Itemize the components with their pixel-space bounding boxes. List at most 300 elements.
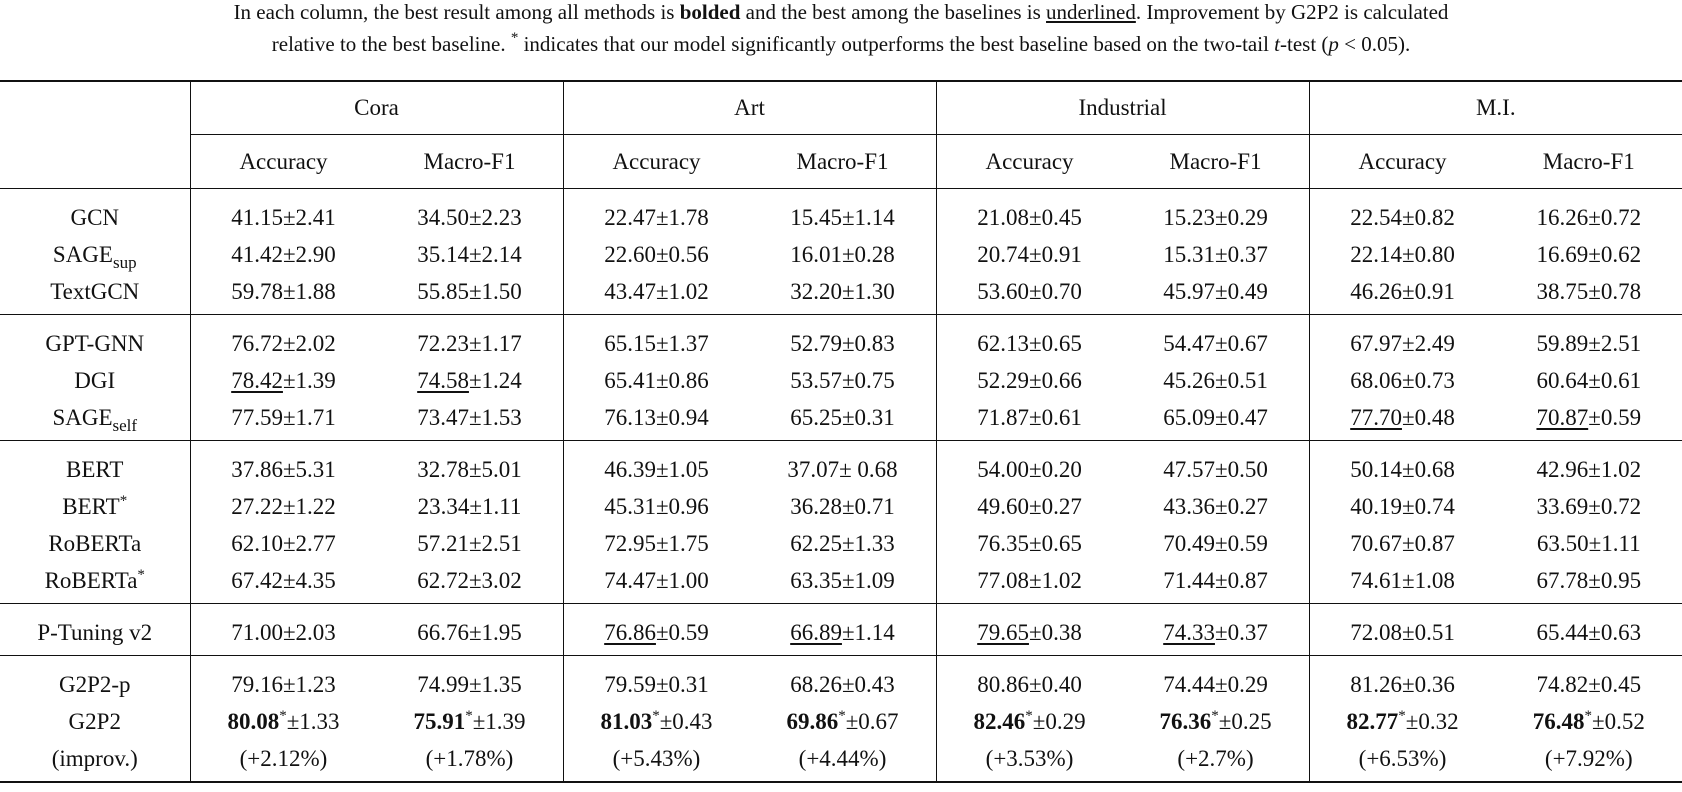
result-cell	[190, 740, 377, 782]
result-cell	[377, 189, 564, 237]
metric-header: Accuracy	[936, 135, 1123, 189]
result-value: 81.26	[1350, 671, 1402, 697]
result-value: 69.86	[786, 708, 839, 734]
result-value: (+7.92%)	[1544, 745, 1633, 771]
result-cell	[1496, 488, 1682, 525]
method-subscript: sup	[112, 252, 137, 272]
result-cell	[936, 189, 1123, 237]
std-dev: ±2.23	[468, 204, 522, 230]
result-value: 16.69	[1536, 241, 1589, 267]
result-cell	[1123, 189, 1310, 237]
std-dev: ±2.90	[282, 241, 336, 267]
std-dev: ±0.47	[1214, 404, 1268, 430]
std-dev: ±0.37	[1214, 619, 1268, 645]
result-cell	[377, 441, 564, 489]
result-value: 62.10	[231, 530, 283, 556]
result-cell	[750, 740, 937, 782]
result-value: 16.26	[1536, 204, 1589, 230]
result-cell	[563, 189, 750, 237]
result-cell	[936, 525, 1123, 562]
method-label: (improv.)	[51, 745, 138, 771]
result-cell	[377, 315, 564, 363]
result-cell	[377, 562, 564, 604]
result-cell	[936, 273, 1123, 315]
std-dev: ±0.40	[1028, 671, 1082, 697]
result-cell	[190, 525, 377, 562]
std-dev: ±0.87	[1214, 567, 1268, 593]
std-dev: ±2.51	[1588, 330, 1642, 356]
std-dev: ±0.66	[1028, 367, 1082, 393]
std-dev: ±2.41	[282, 204, 336, 230]
result-cell	[1496, 362, 1682, 399]
method-label: P-Tuning v2	[37, 619, 153, 645]
result-cell	[750, 189, 937, 237]
result-value: 45.31	[604, 493, 656, 519]
std-dev: ±1.14	[841, 619, 895, 645]
best-baseline-value	[977, 620, 1029, 645]
result-cell	[1123, 703, 1310, 740]
result-cell	[1123, 740, 1310, 782]
std-dev: ±0.71	[841, 493, 895, 519]
result-value: 22.54	[1350, 204, 1402, 230]
table-row	[0, 562, 1682, 604]
result-value: 63.35	[790, 567, 842, 593]
table-row	[0, 703, 1682, 740]
result-value: 50.14	[1350, 456, 1402, 482]
std-dev: ±1.30	[841, 278, 895, 304]
std-dev: ±1.17	[468, 330, 522, 356]
result-value: 38.75	[1536, 278, 1589, 304]
method-name	[0, 604, 190, 656]
result-cell	[750, 315, 937, 363]
result-value: 71.00	[231, 619, 283, 645]
best-baseline-value	[1536, 405, 1588, 430]
significance-star: *	[1584, 707, 1592, 724]
std-dev: ±0.32	[1405, 708, 1459, 734]
result-value: 60.64	[1536, 367, 1589, 393]
result-cell	[750, 399, 937, 441]
std-dev: ±0.67	[845, 708, 899, 734]
result-value: 74.82	[1536, 671, 1589, 697]
result-value: 15.23	[1163, 204, 1215, 230]
std-dev: ±1.00	[655, 567, 709, 593]
result-value: 68.26	[790, 671, 842, 697]
result-value: 22.60	[604, 241, 656, 267]
result-value: 53.60	[977, 278, 1029, 304]
std-dev: ±0.91	[1401, 278, 1455, 304]
result-value: 79.65	[977, 619, 1029, 645]
result-cell	[936, 740, 1123, 782]
std-dev: ±0.51	[1214, 367, 1268, 393]
std-dev: ±0.29	[1214, 204, 1268, 230]
method-label: RoBERTa	[48, 530, 142, 556]
result-cell	[750, 703, 937, 740]
result-value: 54.47	[1163, 330, 1215, 356]
std-dev: ±0.74	[1401, 493, 1455, 519]
std-dev: ±2.49	[1401, 330, 1455, 356]
result-cell	[1309, 740, 1496, 782]
result-cell	[1309, 562, 1496, 604]
result-cell	[190, 488, 377, 525]
method-name	[0, 273, 190, 315]
method-name	[0, 399, 190, 441]
result-value: 78.42	[231, 367, 283, 393]
result-cell	[563, 562, 750, 604]
result-cell	[563, 441, 750, 489]
result-cell	[377, 399, 564, 441]
result-cell	[750, 604, 937, 656]
result-cell	[1496, 525, 1682, 562]
result-value: 75.91	[413, 708, 466, 734]
std-dev: ±0.94	[655, 404, 709, 430]
std-dev: ±0.38	[1028, 619, 1082, 645]
table-row	[0, 189, 1682, 237]
result-value: 37.07	[787, 456, 840, 482]
result-value: 74.58	[417, 367, 469, 393]
result-cell	[563, 525, 750, 562]
result-cell	[1496, 189, 1682, 237]
dataset-header-art: Art	[563, 81, 936, 135]
result-cell	[1496, 562, 1682, 604]
method-name	[0, 236, 190, 273]
result-value: 70.87	[1536, 404, 1589, 430]
result-cell	[750, 656, 937, 704]
method-name	[0, 562, 190, 604]
result-value: 72.08	[1350, 619, 1402, 645]
result-value: 54.00	[977, 456, 1029, 482]
std-dev: ±0.27	[1028, 493, 1082, 519]
method-label: BERT	[62, 493, 120, 519]
result-value: 73.47	[417, 404, 469, 430]
caption-underlined-word: underlined	[1046, 0, 1136, 24]
best-value	[973, 709, 1025, 734]
std-dev: ±0.67	[1214, 330, 1268, 356]
std-dev: ±0.43	[841, 671, 895, 697]
std-dev: ±1.02	[1588, 456, 1642, 482]
result-value: 52.79	[790, 330, 842, 356]
result-value: 76.36	[1159, 708, 1212, 734]
result-value: 62.25	[790, 530, 842, 556]
table-row	[0, 525, 1682, 562]
std-dev: ±3.02	[468, 567, 522, 593]
result-cell	[1309, 441, 1496, 489]
std-dev: ±0.29	[1032, 708, 1086, 734]
table-row	[0, 236, 1682, 273]
result-cell	[190, 562, 377, 604]
method-name	[0, 362, 190, 399]
metric-header: Accuracy	[563, 135, 750, 189]
significance-star: *	[279, 707, 287, 724]
std-dev: ±1.08	[1401, 567, 1455, 593]
result-value: 43.36	[1163, 493, 1215, 519]
result-cell	[936, 399, 1123, 441]
result-cell	[1496, 236, 1682, 273]
result-cell	[750, 562, 937, 604]
std-dev: ±1.53	[468, 404, 522, 430]
result-cell	[1123, 604, 1310, 656]
result-cell	[1309, 488, 1496, 525]
std-dev: ±1.23	[282, 671, 336, 697]
metric-header: Macro-F1	[1542, 148, 1635, 174]
result-cell	[563, 236, 750, 273]
result-cell	[1309, 236, 1496, 273]
result-cell	[1123, 656, 1310, 704]
std-dev: ±1.95	[468, 619, 522, 645]
result-value: 82.46	[973, 708, 1026, 734]
std-dev: ±0.29	[1214, 671, 1268, 697]
result-cell	[377, 604, 564, 656]
result-cell	[563, 362, 750, 399]
result-cell	[377, 656, 564, 704]
std-dev: ±0.65	[1028, 530, 1082, 556]
result-value: 16.01	[790, 241, 842, 267]
result-cell	[190, 441, 377, 489]
method-label: G2P2-p	[58, 671, 131, 697]
result-value: (+4.44%)	[798, 745, 887, 771]
std-dev: ±0.37	[1214, 241, 1268, 267]
result-value: 41.42	[231, 241, 283, 267]
result-value: 27.22	[231, 493, 283, 519]
std-dev: ±0.63	[1588, 619, 1642, 645]
std-dev: ±0.72	[1588, 204, 1642, 230]
result-value: 71.44	[1163, 567, 1215, 593]
result-cell	[1123, 362, 1310, 399]
result-value: 55.85	[417, 278, 469, 304]
result-value: 66.76	[417, 619, 469, 645]
std-dev: ±0.50	[1214, 456, 1268, 482]
method-name	[0, 656, 190, 704]
std-dev: ±0.65	[1028, 330, 1082, 356]
table-row	[0, 399, 1682, 441]
result-value: (+5.43%)	[612, 745, 701, 771]
result-cell	[936, 562, 1123, 604]
method-name	[0, 740, 190, 782]
metric-header-row	[0, 135, 1682, 189]
significance-star: *	[1211, 707, 1219, 724]
best-value	[227, 709, 279, 734]
result-value: 77.08	[977, 567, 1029, 593]
result-cell	[377, 740, 564, 782]
std-dev: ±1.50	[468, 278, 522, 304]
result-cell	[1123, 315, 1310, 363]
std-dev: ±0.95	[1588, 567, 1642, 593]
result-value: 65.25	[790, 404, 842, 430]
result-value: 79.16	[231, 671, 283, 697]
std-dev: ±0.27	[1214, 493, 1268, 519]
method-name	[0, 441, 190, 489]
result-value: 67.42	[231, 567, 283, 593]
std-dev: ±0.73	[1401, 367, 1455, 393]
caption-significance-star: *	[510, 30, 519, 46]
result-value: 37.86	[231, 456, 283, 482]
result-cell	[1123, 488, 1310, 525]
result-cell	[936, 362, 1123, 399]
method-label: TextGCN	[50, 278, 140, 304]
result-value: 68.06	[1350, 367, 1402, 393]
result-value: 74.33	[1163, 619, 1215, 645]
result-cell	[563, 488, 750, 525]
result-cell	[1496, 604, 1682, 656]
method-label: SAGE	[52, 241, 113, 267]
std-dev: ±1.02	[1028, 567, 1082, 593]
std-dev: ±0.45	[1588, 671, 1642, 697]
table-row	[0, 740, 1682, 782]
result-value: 42.96	[1536, 456, 1589, 482]
result-cell	[190, 604, 377, 656]
metric-header: Macro-F1	[796, 148, 889, 174]
result-cell	[1496, 273, 1682, 315]
best-baseline-value	[604, 620, 656, 645]
method-superscript: *	[119, 492, 128, 509]
method-label: G2P2	[68, 708, 121, 734]
result-value: 53.57	[790, 367, 842, 393]
std-dev: ±0.31	[655, 671, 709, 697]
std-dev: ±1.33	[841, 530, 895, 556]
std-dev: ±1.05	[655, 456, 709, 482]
result-cell	[1309, 189, 1496, 237]
result-cell	[563, 656, 750, 704]
result-value: 15.45	[790, 204, 842, 230]
result-value: 22.47	[604, 204, 656, 230]
std-dev: ±0.68	[1401, 456, 1455, 482]
best-baseline-value	[231, 368, 283, 393]
result-value: 32.20	[790, 278, 842, 304]
std-dev: ±1.11	[1588, 530, 1641, 556]
result-value: 77.59	[231, 404, 283, 430]
std-dev: ±0.78	[1588, 278, 1642, 304]
result-cell	[377, 703, 564, 740]
std-dev: ±0.70	[1028, 278, 1082, 304]
result-value: 36.28	[790, 493, 842, 519]
result-cell	[1496, 399, 1682, 441]
result-cell	[1123, 525, 1310, 562]
significance-star: *	[1398, 707, 1406, 724]
result-value: 45.97	[1163, 278, 1215, 304]
significance-star: *	[1025, 707, 1033, 724]
result-value: (+2.12%)	[239, 745, 328, 771]
result-cell	[750, 441, 937, 489]
result-value: 80.08	[227, 708, 280, 734]
result-cell	[750, 273, 937, 315]
result-value: 33.69	[1536, 493, 1589, 519]
result-cell	[377, 362, 564, 399]
result-value: 49.60	[977, 493, 1029, 519]
result-value: 47.57	[1163, 456, 1215, 482]
table-row	[0, 315, 1682, 363]
std-dev: ±1.71	[282, 404, 336, 430]
result-cell	[190, 273, 377, 315]
std-dev: ±0.51	[1401, 619, 1455, 645]
std-dev: ±0.62	[1588, 241, 1642, 267]
std-dev: ±2.51	[468, 530, 522, 556]
std-dev: ±1.22	[282, 493, 336, 519]
method-label: GCN	[70, 204, 120, 230]
std-dev: ±0.45	[1028, 204, 1082, 230]
result-value: 74.47	[604, 567, 656, 593]
result-value: 76.48	[1532, 708, 1585, 734]
result-value: 65.15	[604, 330, 656, 356]
caption-bold-word: bolded	[679, 0, 741, 24]
std-dev: ±0.25	[1218, 708, 1272, 734]
method-name	[0, 488, 190, 525]
result-value: 65.09	[1163, 404, 1215, 430]
std-dev: ±0.75	[841, 367, 895, 393]
result-cell	[750, 525, 937, 562]
metric-header: Macro-F1	[1169, 148, 1262, 174]
result-cell	[1123, 236, 1310, 273]
result-cell	[190, 703, 377, 740]
std-dev: ±1.75	[655, 530, 709, 556]
table-row	[0, 604, 1682, 656]
result-value: (+1.78%)	[425, 745, 514, 771]
dataset-header-mi: M.I.	[1309, 81, 1682, 135]
std-dev: ±1.33	[286, 708, 340, 734]
result-cell	[1309, 362, 1496, 399]
result-value: 67.97	[1350, 330, 1402, 356]
result-value: 15.31	[1163, 241, 1215, 267]
result-value: 46.26	[1350, 278, 1402, 304]
std-dev: ±1.78	[655, 204, 709, 230]
result-cell	[190, 656, 377, 704]
std-dev: ±0.96	[655, 493, 709, 519]
dataset-header-row	[0, 81, 1682, 135]
std-dev: ±2.03	[282, 619, 336, 645]
std-dev: ±1.39	[282, 367, 336, 393]
method-label: SAGE	[52, 404, 113, 430]
result-value: 76.13	[604, 404, 656, 430]
std-dev: ±1.02	[655, 278, 709, 304]
table-row	[0, 656, 1682, 704]
result-cell	[563, 740, 750, 782]
std-dev: ± 0.68	[839, 456, 898, 482]
std-dev: ±1.39	[472, 708, 526, 734]
result-cell	[936, 441, 1123, 489]
result-cell	[1496, 703, 1682, 740]
std-dev: ±0.28	[841, 241, 895, 267]
std-dev: ±0.43	[659, 708, 713, 734]
result-value: 76.35	[977, 530, 1029, 556]
result-cell	[1123, 273, 1310, 315]
result-cell	[750, 236, 937, 273]
result-value: 59.89	[1536, 330, 1589, 356]
result-cell	[377, 488, 564, 525]
result-value: 76.72	[231, 330, 283, 356]
std-dev: ±0.36	[1401, 671, 1455, 697]
corner-cell	[0, 81, 190, 135]
result-value: 57.21	[417, 530, 469, 556]
result-cell	[377, 273, 564, 315]
result-value: 65.44	[1536, 619, 1589, 645]
result-value: 21.08	[977, 204, 1029, 230]
std-dev: ±1.09	[841, 567, 895, 593]
result-cell	[190, 362, 377, 399]
result-value: 70.49	[1163, 530, 1215, 556]
result-cell	[1309, 525, 1496, 562]
result-cell	[1309, 273, 1496, 315]
result-value: 70.67	[1350, 530, 1402, 556]
best-baseline-value	[417, 368, 469, 393]
result-cell	[1496, 315, 1682, 363]
result-cell	[1496, 740, 1682, 782]
metric-header: Accuracy	[190, 135, 377, 189]
table-caption	[0, 0, 1682, 60]
result-value: 43.47	[604, 278, 656, 304]
result-value: 46.39	[604, 456, 656, 482]
result-value: (+2.7%)	[1177, 745, 1254, 771]
result-value: 40.19	[1350, 493, 1402, 519]
std-dev: ±0.61	[1588, 367, 1642, 393]
result-cell	[1309, 315, 1496, 363]
